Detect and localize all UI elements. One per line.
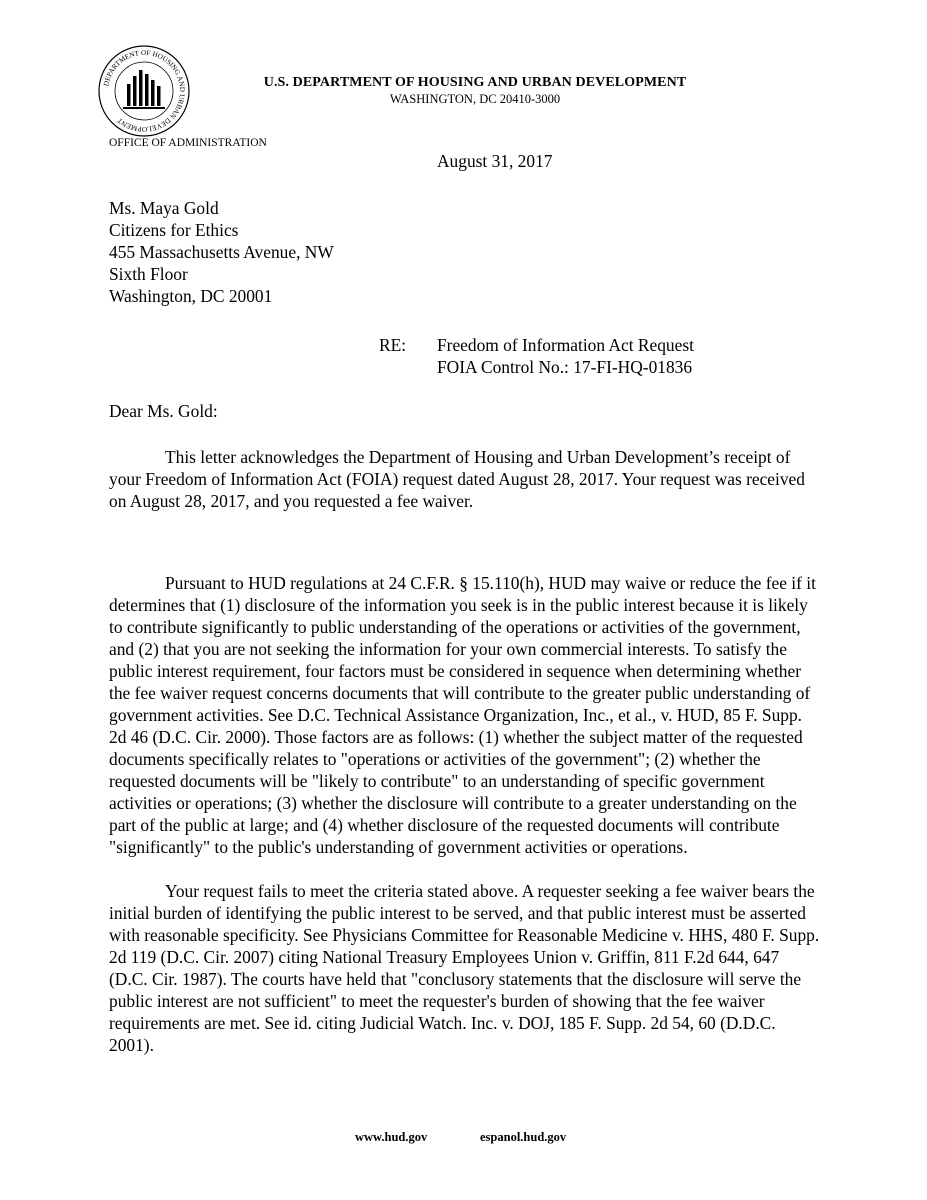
re-subject: Freedom of Information Act Request <box>437 335 694 355</box>
recipient-city: Washington, DC 20001 <box>109 286 273 306</box>
agency-name: U.S. DEPARTMENT OF HOUSING AND URBAN DEVELOPMENT <box>263 75 687 90</box>
paragraph-regulations: Pursuant to HUD regulations at 24 C.F.R. § 15.110(h), HUD may waive or reduce the fee if it determines that (1) disclosure of the information you seek is in the public interest because it is likely to contribute significantly to public understanding of the operations or activities of the government, and (2) that you are not seeking the information for your own commercial interests. To satisfy the public interest requirement, four factors must be considered in sequence when determining whether the fee waiver request concerns documents that will contribute to the greater public understanding of government activities. See D.C. Technical Assistance Organization, Inc., et al., v. HUD, 85 F. Supp. 2d 46 (D.C. Cir. 2000). Those factors are as follows: (1) whether the subject matter of the requested documents specifically relates to "operations or activities of the government"; (2) whether the requested documents will be "likely to contribute" to an understanding of specific government activities or operations; (3) whether the disclosure will contribute to a greater understanding on the part of the public at large; and (4) whether disclosure of the requested documents will contribute "significantly" to the public's understanding of government activities or operations. <box>109 573 816 857</box>
office-name: OFFICE OF ADMINISTRATION <box>109 137 267 149</box>
svg-text:DEPARTMENT OF HOUSING AND URBA: DEPARTMENT OF HOUSING AND URBAN DEVELOPMENT <box>102 48 187 134</box>
footer-site-link[interactable]: www.hud.gov <box>355 1130 428 1144</box>
paragraph-denial-reason: Your request fails to meet the criteria stated above. A requester seeking a fee waiver bears the initial burden of identifying the public interest to be served, and that public interest must be asserted with reasonable specificity. See Physicians Committee for Reasonable Medicine v. HHS, 480 F. Supp. 2d 119 (D.C. Cir. 2007) citing National Treasury Employees Union v. Griffin, 811 F.2d 644, 647 (D.C. Cir. 1987). The courts have held that "conclusory statements that the disclosure will serve the public interest are not sufficient" to meet the requester's burden of showing that the fee waiver requirements are met. See id. citing Judicial Watch. Inc. v. DOJ, 185 F. Supp. 2d 54, 60 (D.D.C. 2001). <box>109 881 820 1055</box>
paragraph-acknowledgement: This letter acknowledges the Department of Housing and Urban Development’s receipt of your Freedom of Information Act (FOIA) request dated August 28, 2017. Your request was received on August 28, 2017, and you requested a fee waiver. <box>109 447 805 511</box>
re-label: RE: <box>379 335 407 355</box>
footer-spanish-site-link[interactable]: espanol.hud.gov <box>480 1130 567 1144</box>
agency-address: WASHINGTON, DC 20410-3000 <box>389 92 561 106</box>
recipient-street: 455 Massachusetts Avenue, NW <box>109 242 334 262</box>
recipient-organization: Citizens for Ethics <box>109 220 239 240</box>
salutation: Dear Ms. Gold: <box>109 401 218 421</box>
hud-seal-logo <box>97 44 191 138</box>
re-block <box>437 334 694 378</box>
letterhead <box>240 74 710 108</box>
recipient-address <box>109 197 334 307</box>
letter-date: August 31, 2017 <box>437 151 553 171</box>
recipient-floor: Sixth Floor <box>109 264 188 284</box>
re-control-number: FOIA Control No.: 17-FI-HQ-01836 <box>437 357 693 377</box>
recipient-name: Ms. Maya Gold <box>109 198 219 218</box>
